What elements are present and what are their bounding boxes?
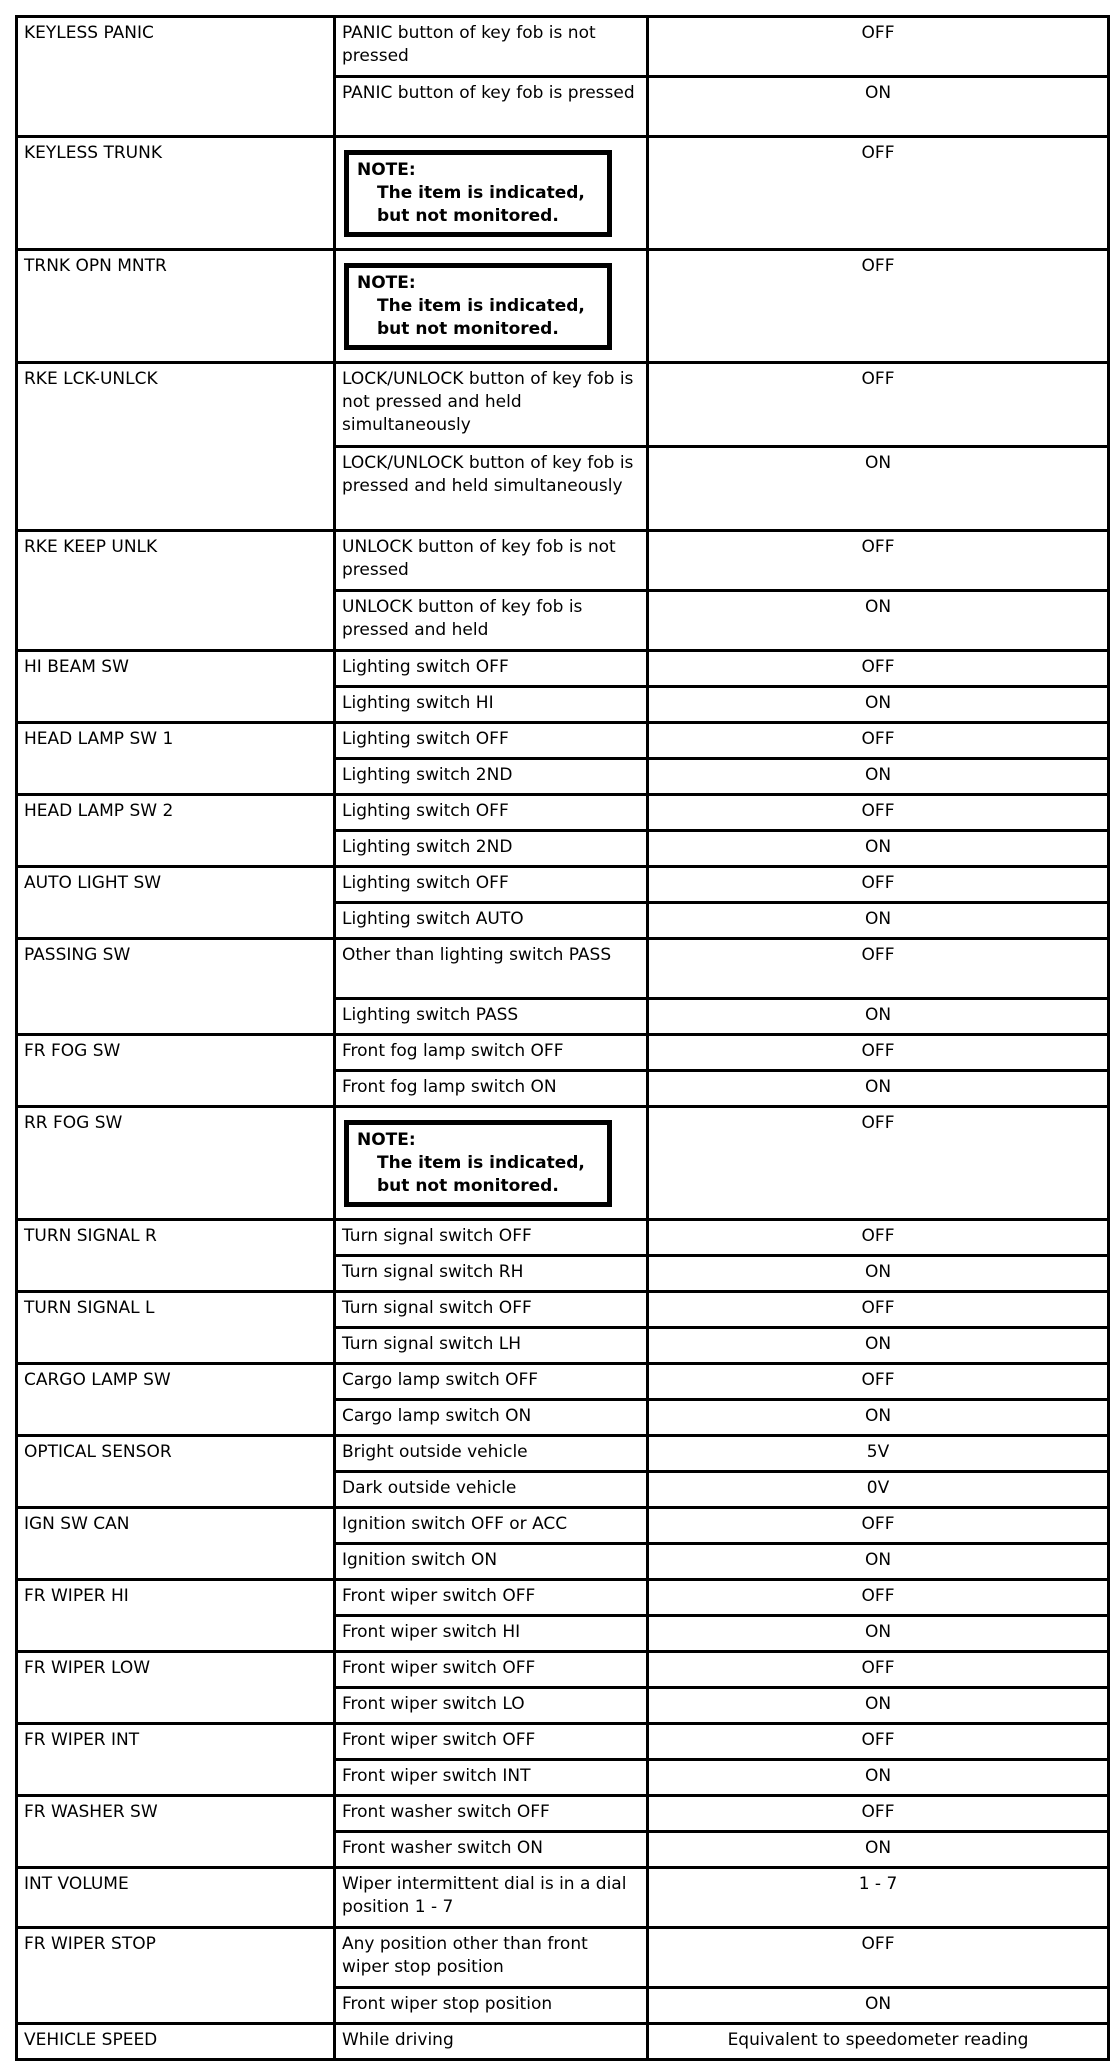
monitor-item-cell: RR FOG SW — [17, 1107, 335, 1220]
value-cell: OFF — [648, 363, 1109, 447]
table-row — [17, 1580, 1109, 1616]
condition-cell: Front washer switch ON — [335, 1832, 648, 1868]
monitor-item-cell: IGN SW CAN — [17, 1508, 335, 1580]
condition-cell: Front wiper switch INT — [335, 1760, 648, 1796]
value-cell: ON — [648, 1256, 1109, 1292]
condition-cell: Dark outside vehicle — [335, 1472, 648, 1508]
monitor-item-cell: RKE LCK-UNLCK — [17, 363, 335, 531]
condition-cell: Turn signal switch LH — [335, 1328, 648, 1364]
value-cell: OFF — [648, 651, 1109, 687]
value-cell: OFF — [648, 1508, 1109, 1544]
condition-cell: Front wiper switch LO — [335, 1688, 648, 1724]
condition-cell: UNLOCK button of key fob is pressed and held — [335, 591, 648, 651]
note-title: NOTE: — [357, 160, 416, 180]
table-row — [17, 1436, 1109, 1472]
condition-cell: Turn signal switch OFF — [335, 1220, 648, 1256]
condition-cell: Lighting switch 2ND — [335, 759, 648, 795]
condition-cell: Cargo lamp switch ON — [335, 1400, 648, 1436]
value-cell: 1 - 7 — [648, 1868, 1109, 1928]
monitor-item-cell: FR WIPER HI — [17, 1580, 335, 1652]
value-cell: OFF — [648, 1035, 1109, 1071]
monitor-item-cell: FR FOG SW — [17, 1035, 335, 1107]
table-row — [17, 1508, 1109, 1544]
table-row — [17, 17, 1109, 77]
condition-cell: Wiper intermittent dial is in a dial position 1 - 7 — [335, 1868, 648, 1928]
value-cell: ON — [648, 999, 1109, 1035]
value-cell: OFF — [648, 250, 1109, 363]
condition-cell — [335, 1107, 648, 1220]
monitor-item-cell: OPTICAL SENSOR — [17, 1436, 335, 1508]
value-cell: OFF — [648, 1107, 1109, 1220]
condition-cell: UNLOCK button of key fob is not pressed — [335, 531, 648, 591]
value-cell: 5V — [648, 1436, 1109, 1472]
monitor-item-cell: KEYLESS TRUNK — [17, 137, 335, 250]
table-row — [17, 363, 1109, 447]
condition-cell — [335, 137, 648, 250]
value-cell: ON — [648, 591, 1109, 651]
condition-cell: Bright outside vehicle — [335, 1436, 648, 1472]
condition-cell: Lighting switch OFF — [335, 795, 648, 831]
monitor-item-cell: INT VOLUME — [17, 1868, 335, 1928]
condition-cell: Lighting switch OFF — [335, 867, 648, 903]
monitor-item-cell: AUTO LIGHT SW — [17, 867, 335, 939]
table-row — [17, 250, 1109, 363]
condition-cell: PANIC button of key fob is not pressed — [335, 17, 648, 77]
note-line: but not monitored. — [377, 319, 559, 339]
value-cell: Equivalent to speedometer reading — [648, 2024, 1109, 2060]
condition-cell: Front washer switch OFF — [335, 1796, 648, 1832]
condition-cell: Lighting switch OFF — [335, 723, 648, 759]
monitor-item-cell: CARGO LAMP SW — [17, 1364, 335, 1436]
monitor-item-cell: KEYLESS PANIC — [17, 17, 335, 137]
value-cell: OFF — [648, 1796, 1109, 1832]
monitor-item-table — [15, 15, 1110, 2061]
monitor-item-cell: FR WIPER INT — [17, 1724, 335, 1796]
condition-cell: Turn signal switch OFF — [335, 1292, 648, 1328]
table-row — [17, 531, 1109, 591]
value-cell: OFF — [648, 939, 1109, 999]
table-row — [17, 2024, 1109, 2060]
table-row — [17, 1364, 1109, 1400]
condition-cell: While driving — [335, 2024, 648, 2060]
table-row — [17, 651, 1109, 687]
value-cell: ON — [648, 1616, 1109, 1652]
condition-cell: Cargo lamp switch OFF — [335, 1364, 648, 1400]
condition-cell: LOCK/UNLOCK button of key fob is pressed and held simultaneously — [335, 447, 648, 531]
value-cell: OFF — [648, 723, 1109, 759]
value-cell: OFF — [648, 1580, 1109, 1616]
table-row — [17, 1928, 1109, 1988]
condition-cell: Front fog lamp switch ON — [335, 1071, 648, 1107]
condition-cell: Front wiper stop position — [335, 1988, 648, 2024]
table-row — [17, 1724, 1109, 1760]
value-cell: OFF — [648, 1220, 1109, 1256]
condition-cell: Front wiper switch OFF — [335, 1580, 648, 1616]
condition-cell: Front fog lamp switch OFF — [335, 1035, 648, 1071]
condition-cell: Lighting switch AUTO — [335, 903, 648, 939]
value-cell: OFF — [648, 1928, 1109, 1988]
value-cell: 0V — [648, 1472, 1109, 1508]
value-cell: ON — [648, 77, 1109, 137]
note-box — [344, 1120, 612, 1207]
table-row — [17, 1220, 1109, 1256]
table-row — [17, 1107, 1109, 1220]
note-title: NOTE: — [357, 273, 416, 293]
note-line: The item is indicated, — [377, 1153, 585, 1173]
value-cell: OFF — [648, 867, 1109, 903]
value-cell: OFF — [648, 1724, 1109, 1760]
value-cell: ON — [648, 831, 1109, 867]
monitor-item-cell: FR WIPER STOP — [17, 1928, 335, 2024]
monitor-item-cell: TURN SIGNAL R — [17, 1220, 335, 1292]
value-cell: ON — [648, 447, 1109, 531]
note-box — [344, 263, 612, 350]
value-cell: OFF — [648, 1364, 1109, 1400]
condition-cell: LOCK/UNLOCK button of key fob is not pressed and held simultaneously — [335, 363, 648, 447]
note-line: but not monitored. — [377, 1176, 559, 1196]
value-cell: ON — [648, 1832, 1109, 1868]
monitor-item-cell: VEHICLE SPEED — [17, 2024, 335, 2060]
value-cell: ON — [648, 1988, 1109, 2024]
condition-cell: Any position other than front wiper stop position — [335, 1928, 648, 1988]
value-cell: OFF — [648, 1652, 1109, 1688]
condition-cell: Lighting switch HI — [335, 687, 648, 723]
note-box — [344, 150, 612, 237]
table-row — [17, 137, 1109, 250]
monitor-item-cell: PASSING SW — [17, 939, 335, 1035]
note-line: The item is indicated, — [377, 183, 585, 203]
condition-cell: Lighting switch OFF — [335, 651, 648, 687]
condition-cell: Lighting switch 2ND — [335, 831, 648, 867]
value-cell: ON — [648, 1071, 1109, 1107]
monitor-item-cell: HI BEAM SW — [17, 651, 335, 723]
monitor-item-cell: TURN SIGNAL L — [17, 1292, 335, 1364]
value-cell: ON — [648, 903, 1109, 939]
monitor-item-cell: HEAD LAMP SW 1 — [17, 723, 335, 795]
table-row — [17, 1035, 1109, 1071]
condition-cell: Turn signal switch RH — [335, 1256, 648, 1292]
table-row — [17, 1796, 1109, 1832]
condition-cell: Lighting switch PASS — [335, 999, 648, 1035]
condition-cell: Front wiper switch OFF — [335, 1724, 648, 1760]
table-row — [17, 795, 1109, 831]
condition-cell — [335, 250, 648, 363]
table-row — [17, 867, 1109, 903]
value-cell: ON — [648, 1688, 1109, 1724]
monitor-item-cell: FR WASHER SW — [17, 1796, 335, 1868]
condition-cell: Ignition switch OFF or ACC — [335, 1508, 648, 1544]
value-cell: ON — [648, 687, 1109, 723]
value-cell: OFF — [648, 531, 1109, 591]
value-cell: ON — [648, 1760, 1109, 1796]
note-title: NOTE: — [357, 1130, 416, 1150]
monitor-item-cell: TRNK OPN MNTR — [17, 250, 335, 363]
table-row — [17, 723, 1109, 759]
table-row — [17, 939, 1109, 999]
note-line: but not monitored. — [377, 206, 559, 226]
value-cell: OFF — [648, 137, 1109, 250]
table-row — [17, 1868, 1109, 1928]
table-row — [17, 1652, 1109, 1688]
monitor-item-cell: RKE KEEP UNLK — [17, 531, 335, 651]
value-cell: OFF — [648, 17, 1109, 77]
condition-cell: Front wiper switch HI — [335, 1616, 648, 1652]
note-line: The item is indicated, — [377, 296, 585, 316]
value-cell: ON — [648, 1544, 1109, 1580]
monitor-item-cell: HEAD LAMP SW 2 — [17, 795, 335, 867]
value-cell: ON — [648, 759, 1109, 795]
value-cell: OFF — [648, 795, 1109, 831]
value-cell: ON — [648, 1328, 1109, 1364]
value-cell: ON — [648, 1400, 1109, 1436]
table-row — [17, 1292, 1109, 1328]
condition-cell: PANIC button of key fob is pressed — [335, 77, 648, 137]
condition-cell: Other than lighting switch PASS — [335, 939, 648, 999]
condition-cell: Ignition switch ON — [335, 1544, 648, 1580]
condition-cell: Front wiper switch OFF — [335, 1652, 648, 1688]
value-cell: OFF — [648, 1292, 1109, 1328]
monitor-item-cell: FR WIPER LOW — [17, 1652, 335, 1724]
